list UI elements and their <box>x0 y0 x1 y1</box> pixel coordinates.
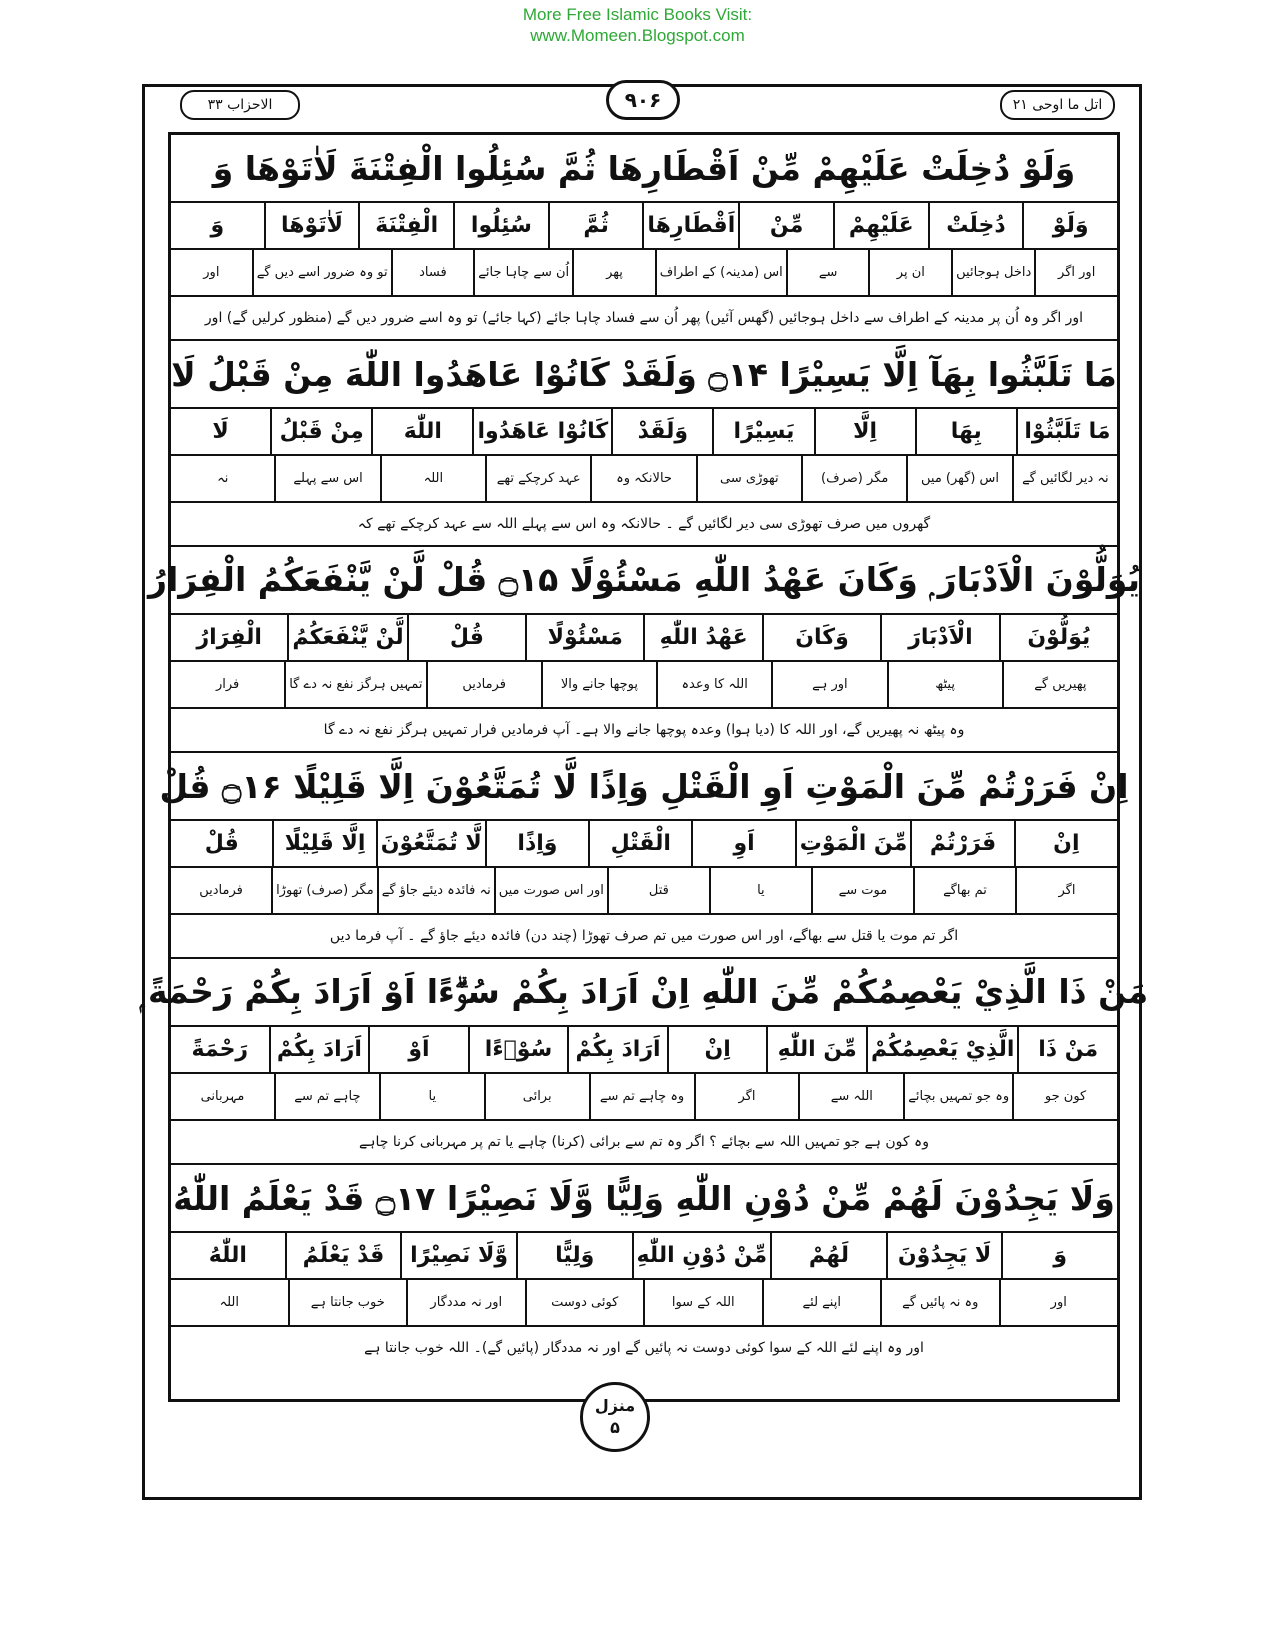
word-translation: یا <box>709 868 811 913</box>
arabic-word: لَّا تُمَتَّعُوْنَ <box>376 821 485 866</box>
arabic-word: الْفِتْنَةَ <box>358 203 453 248</box>
arabic-verse-line: وَلَوْ دُخِلَتْ عَلَيْهِمْ مِّنْ اَقْطَارِهَا ثُمَّ سُئِلُوا الْفِتْنَةَ لَاٰتَوْهَا وَ <box>171 135 1117 203</box>
arabic-word: الْقَتْلِ <box>588 821 691 866</box>
word-translation: اللہ <box>380 456 485 501</box>
page-number: ۹۰۶ <box>606 80 680 120</box>
word-translation: مگر (صرف) <box>801 456 906 501</box>
word-translation: مگر (صرف) تھوڑا <box>271 868 377 913</box>
arabic-word: اَرَادَ بِكُمْ <box>567 1027 667 1072</box>
word-translation: فرار <box>215 677 240 692</box>
word-translation: فساد <box>391 250 474 295</box>
word-translation: عہد کرچکے تھے <box>485 456 590 501</box>
arabic-word: عَلَيْهِمْ <box>833 203 928 248</box>
arabic-verse-line: يُوَلُّوْنَ الْاَدْبَارَ ۭ وَكَانَ عَهْدُ اللّٰهِ مَسْئُوْلًا ۝۱۵ قُلْ لَّنْ يَّنْفَعَكُمُ الْفِرَارُ <box>171 547 1117 615</box>
promo-banner <box>0 4 1275 46</box>
full-translation: اگر تم موت یا قتل سے بھاگے، اور اس صورت میں تم صرف تھوڑا (چند دن) فائدہ دیئے جاؤ گے ۔ آپ فرما دیں <box>329 928 959 944</box>
word-translation-row <box>171 868 1117 915</box>
word-translation: مہربانی <box>200 1089 245 1104</box>
word-translation: تمہیں ہرگز نفع نہ دے گا <box>284 662 425 707</box>
arabic-word: مِّنْ دُوْنِ اللّٰهِ <box>632 1233 771 1278</box>
word-row <box>171 1027 1117 1074</box>
arabic-word: مَا تَلَبَّثُوْا <box>1016 409 1117 454</box>
promo-link[interactable]: www.Momeen.Blogspot.com <box>530 26 745 45</box>
word-translation-row <box>171 1280 1117 1327</box>
word-translation: داخل ہوجائیں <box>951 250 1034 295</box>
word-translation: سے <box>786 250 869 295</box>
arabic-word: يَسِيْرًا <box>712 409 813 454</box>
arabic-word: قُلْ <box>407 615 525 660</box>
verse-section <box>171 135 1117 341</box>
arabic-word: اَوِ <box>691 821 794 866</box>
word-translation: چاہے تم سے <box>274 1074 379 1119</box>
arabic-word: مِّنَ الْمَوْتِ <box>795 821 911 866</box>
word-translation: قتل <box>607 868 709 913</box>
arabic-word: لَاٰتَوْهَا <box>264 203 359 248</box>
full-translation: وہ کون ہے جو تمہیں اللہ سے بچائے ؟ اگر وہ تم سے برائی (کرنا) چاہے یا تم پر مہربانی کرنا چاہے <box>359 1134 929 1150</box>
promo-line-1: More Free Islamic Books Visit: <box>522 5 753 24</box>
word-translation: یا <box>379 1074 484 1119</box>
word-translation: پوچھا جانے والا <box>541 662 656 707</box>
arabic-word: وَلِيًّا <box>516 1233 632 1278</box>
word-row <box>171 615 1117 662</box>
arabic-word: قُلْ <box>204 831 239 856</box>
arabic-word: لَّنْ يَّنْفَعَكُمُ <box>287 615 406 660</box>
word-translation: تم بھاگے <box>913 868 1015 913</box>
word-row <box>171 1233 1117 1280</box>
arabic-word: وَاِذًا <box>485 821 588 866</box>
arabic-word: اِلَّا <box>814 409 915 454</box>
word-translation: برائی <box>484 1074 589 1119</box>
arabic-word: الْفِرَارُ <box>196 625 262 650</box>
arabic-word: مِّنْ <box>738 203 833 248</box>
arabic-word: وَلَوْ <box>1022 203 1117 248</box>
arabic-word: اِنْ <box>1014 821 1117 866</box>
arabic-word: اَوْ <box>368 1027 468 1072</box>
arabic-word: اَرَادَ بِكُمْ <box>269 1027 369 1072</box>
surah-name-header: الاحزاب ۳۳ <box>180 90 300 120</box>
word-row <box>171 203 1117 250</box>
manzil-number: ۵ <box>610 1418 620 1437</box>
verse-section <box>159 753 1129 959</box>
arabic-word: بِهَا <box>915 409 1016 454</box>
arabic-word: وَّلَا نَصِيْرًا <box>400 1233 516 1278</box>
word-translation: اس سے پہلے <box>274 456 379 501</box>
arabic-word: سُئِلُوا <box>453 203 548 248</box>
word-translation: حالانکہ وہ <box>590 456 695 501</box>
arabic-word: وَ <box>210 213 225 238</box>
verse-section <box>147 547 1141 753</box>
arabic-word: اَقْطَارِهَا <box>642 203 738 248</box>
full-translation: وہ پیٹھ نہ پھیریں گے، اور اللہ کا (دیا ہوا) وعدہ پوچھا جانے والا ہے۔ آپ فرمادیں فرار تمہیں ہرگز نفع نہ دے گا <box>323 722 965 738</box>
word-translation: اور نہ مددگار <box>406 1280 525 1325</box>
word-translation: کوئی دوست <box>525 1280 644 1325</box>
word-translation-row <box>171 250 1117 297</box>
word-translation: نہ دیر لگائیں گے <box>1012 456 1117 501</box>
word-translation: نہ <box>217 471 229 486</box>
word-translation: اپنے لئے <box>762 1280 881 1325</box>
arabic-word: مِّنَ اللّٰهِ <box>766 1027 866 1072</box>
word-translation: پیٹھ <box>887 662 1002 707</box>
verse-section <box>139 959 1149 1165</box>
arabic-word: كَانُوْا عَاهَدُوا <box>472 409 611 454</box>
arabic-word: فَرَرْتُمْ <box>910 821 1013 866</box>
arabic-word: قَدْ يَعْلَمُ <box>285 1233 401 1278</box>
arabic-verse-line: مَا تَلَبَّثُوا بِهَآ اِلَّا يَسِيْرًا ۝۱۴ وَلَقَدْ كَانُوْا عَاهَدُوا اللّٰهَ مِنْ قَبْلُ لَا <box>171 341 1117 409</box>
arabic-word: ثُمَّ <box>548 203 643 248</box>
word-translation: اللہ سے <box>798 1074 903 1119</box>
word-translation-row <box>171 1074 1117 1121</box>
word-translation: اُن سے چاہا جائے <box>473 250 572 295</box>
arabic-word: مَنْ ذَا <box>1017 1027 1117 1072</box>
word-translation: اور <box>203 265 220 280</box>
arabic-word: يُوَلُّوْنَ <box>999 615 1117 660</box>
arabic-word: اللّٰهُ <box>208 1243 247 1268</box>
arabic-word: لَهُمْ <box>770 1233 886 1278</box>
word-translation: موت سے <box>811 868 913 913</box>
word-translation: وہ نہ پائیں گے <box>880 1280 999 1325</box>
arabic-word: رَحْمَةً <box>191 1037 249 1062</box>
word-translation: اس (مدینہ) کے اطراف <box>655 250 786 295</box>
arabic-verse-line: اِنْ فَرَرْتُمْ مِّنَ الْمَوْتِ اَوِ الْقَتْلِ وَاِذًا لَّا تُمَتَّعُوْنَ اِلَّا قَلِيْلًا ۝۱۶ قُلْ <box>171 753 1117 821</box>
arabic-word: وَلَقَدْ <box>611 409 712 454</box>
word-translation: وہ چاہے تم سے <box>589 1074 694 1119</box>
manzil-badge <box>580 1382 650 1452</box>
word-translation-row <box>171 456 1117 503</box>
word-translation: خوب جانتا ہے <box>288 1280 407 1325</box>
verse-section <box>171 341 1117 547</box>
word-translation: تو وہ ضرور اسے دیں گے <box>252 250 391 295</box>
word-translation: اگر <box>694 1074 799 1119</box>
word-translation: اللہ کے سوا <box>643 1280 762 1325</box>
translation-content <box>139 135 1149 1369</box>
word-translation: تھوڑی سی <box>696 456 801 501</box>
word-translation: نہ فائدہ دیئے جاؤ گے <box>377 868 494 913</box>
word-translation: اللہ <box>219 1295 239 1310</box>
arabic-word: اِلَّا قَلِيْلًا <box>272 821 375 866</box>
full-translation: گھروں میں صرف تھوڑی سی دیر لگائیں گے ۔ حالانکہ وہ اس سے پہلے اللہ سے عہد کرچکے تھے کہ <box>357 516 931 532</box>
arabic-word: عَهْدُ اللّٰهِ <box>643 615 761 660</box>
arabic-word: دُخِلَتْ <box>928 203 1023 248</box>
word-translation: اور اگر <box>1034 250 1117 295</box>
arabic-word: لَا يَجِدُوْنَ <box>886 1233 1002 1278</box>
arabic-word: وَكَانَ <box>762 615 880 660</box>
word-translation: اور <box>999 1280 1118 1325</box>
arabic-word: الْاَدْبَارَ <box>880 615 998 660</box>
arabic-verse-line: مَنْ ذَا الَّذِيْ يَعْصِمُكُمْ مِّنَ اللّٰهِ اِنْ اَرَادَ بِكُمْ سُوْۗءًا اَوْ اَرَادَ بِكُمْ رَحْمَةً ۭ <box>171 959 1117 1027</box>
word-translation: اس (گھر) میں <box>906 456 1011 501</box>
arabic-word: مَسْئُوْلًا <box>525 615 643 660</box>
word-translation: فرمادیں <box>199 883 243 898</box>
arabic-verse-line: وَلَا يَجِدُوْنَ لَهُمْ مِّنْ دُوْنِ اللّٰهِ وَلِيًّا وَّلَا نَصِيْرًا ۝۱۷ قَدْ يَعْلَمُ اللّٰهُ <box>171 1165 1117 1233</box>
arabic-word: اللّٰهَ <box>371 409 472 454</box>
full-translation: اور اگر وہ اُن پر مدینہ کے اطراف سے داخل ہوجائیں (گھس آئیں) پھر اُن سے فساد چاہا جائے (کہا جائے) تو وہ اسے ضرور دیں گے (منظور کرلیں گے) اور <box>204 310 1084 326</box>
arabic-word: لَا <box>212 419 229 444</box>
word-translation: ان پر <box>868 250 951 295</box>
word-translation: اگر <box>1015 868 1117 913</box>
manzil-label: منزل <box>594 1396 636 1415</box>
arabic-word: مِنْ قَبْلُ <box>270 409 371 454</box>
full-translation: اور وہ اپنے لئے اللہ کے سوا کوئی دوست نہ پائیں گے اور نہ مددگار (پائیں گے)۔ اللہ خوب جانتا ہے <box>364 1340 924 1356</box>
arabic-word: اِنْ <box>667 1027 767 1072</box>
word-translation: اللہ کا وعدہ <box>656 662 771 707</box>
word-translation: وہ جو تمہیں بچائے <box>903 1074 1012 1119</box>
arabic-word: سُوْۗءًا <box>468 1027 568 1072</box>
arabic-word: وَ <box>1001 1233 1117 1278</box>
word-translation: پھیریں گے <box>1002 662 1117 707</box>
word-translation: کون جو <box>1012 1074 1117 1119</box>
verse-section <box>171 1165 1117 1369</box>
word-translation-row <box>171 662 1117 709</box>
arabic-word: الَّذِيْ يَعْصِمُكُمْ <box>866 1027 1017 1072</box>
word-row <box>171 821 1117 868</box>
word-translation: فرمادیں <box>426 662 541 707</box>
juz-name-header: اتل ما اوحی ۲۱ <box>1000 90 1115 120</box>
word-row <box>171 409 1117 456</box>
word-translation: پھر <box>572 250 655 295</box>
word-translation: اور ہے <box>771 662 886 707</box>
word-translation: اور اس صورت میں <box>494 868 607 913</box>
